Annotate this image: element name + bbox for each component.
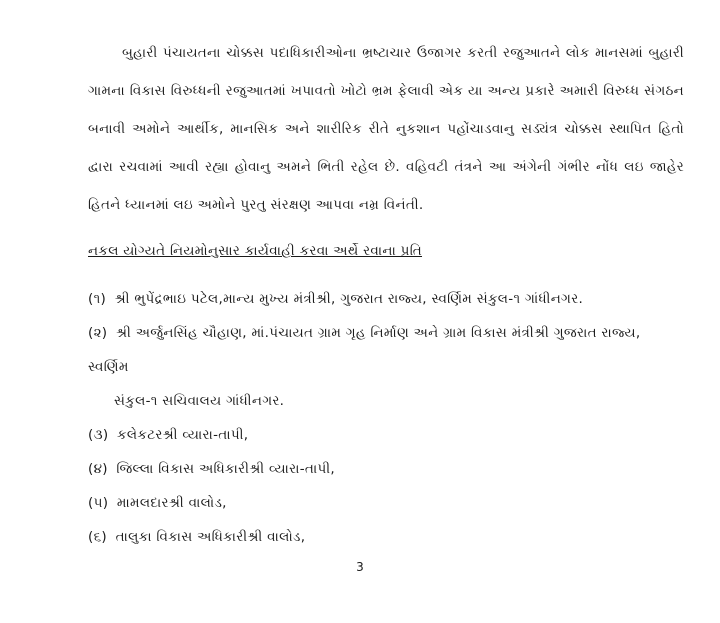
body-paragraph: બુહારી પંચાયતના ચોક્કસ પદાધિકારીઓના ભ્રષ્ટાચાર ઉજાગર કરતી રજુઆતને લોક માનસમાં બુહારી ગામના વિકાસ વિરુધ્ધની રજુઆતમાં ખપાવતો ખોટો ભ્રમ ફેલાવી એક યા અન્ય પ્રકારે અમારી વિરુધ્ધ સંગઠન બનાવી અમોને આર્થીક, માનસિક અને શારીરિક રીતે નુકશાન પહોંચાડવાનુ સડ્યંત્ર ચોક્કસ સ્થાપિત હિતો દ્વારા રચવામાં આવી રહ્યા હોવાનુ અમને ભિતી રહેલ છે. વહિવટી તંત્રને આ અંગેની ગંભીર નોંધ લઇ જાહેર હિતને ધ્યાનમાં લઇ અમોને પુરતુ સંરક્ષણ આપવા નમ્ર વિનંતી. <box>88 45 684 213</box>
recipient-text: તાલુકા વિકાસ અધિકારીશ્રી વાલોડ, <box>115 529 306 545</box>
recipient-number: (૪) <box>88 461 108 477</box>
page-number: 3 <box>356 560 364 574</box>
recipient-number: (૫) <box>88 495 109 511</box>
recipient-list <box>88 282 684 554</box>
recipient-item <box>88 486 684 520</box>
copy-to-heading: નકલ યોગ્યતે નિયમોનુસાર કાર્યવાહી કરવા અર્થે રવાના પ્રતિ <box>88 243 423 259</box>
recipient-item <box>88 418 684 452</box>
recipient-text-continuation: સંકુલ-૧ સચિવાલય ગાંધીનગર. <box>114 393 285 409</box>
recipient-text: જિલ્લા વિકાસ અધિકારીશ્રી વ્યારા-તાપી, <box>116 461 335 477</box>
recipient-item <box>88 452 684 486</box>
recipient-number: (૩) <box>88 427 109 443</box>
recipient-number: (૬) <box>88 529 107 545</box>
recipient-number: (૨) <box>88 325 108 341</box>
recipient-item <box>88 316 684 418</box>
recipient-text: કલેકટરશ્રી વ્યારા-તાપી, <box>117 427 249 443</box>
recipient-item <box>88 282 684 316</box>
recipient-text: શ્રી ભુપેંદ્રભાઇ પટેલ,માન્ય મુખ્ય મંત્રીશ્રી, ગુજરાત રાજ્ય, સ્વર્ણિમ સંકુલ-૧ ગાંધીનગર. <box>114 291 584 307</box>
recipient-text: મામલદારશ્રી વાલોડ, <box>116 495 227 511</box>
recipient-text: શ્રી અર્જુનસિંહ ચૌહાણ, માં.પંચાયત ગ્રામ ગૃહ નિર્માણ અને ગ્રામ વિકાસ મંત્રીશ્રી ગુજરાત રાજ્ય, સ્વર્ણિમ <box>88 325 641 375</box>
recipient-item <box>88 520 684 554</box>
recipient-number: (૧) <box>88 291 107 307</box>
